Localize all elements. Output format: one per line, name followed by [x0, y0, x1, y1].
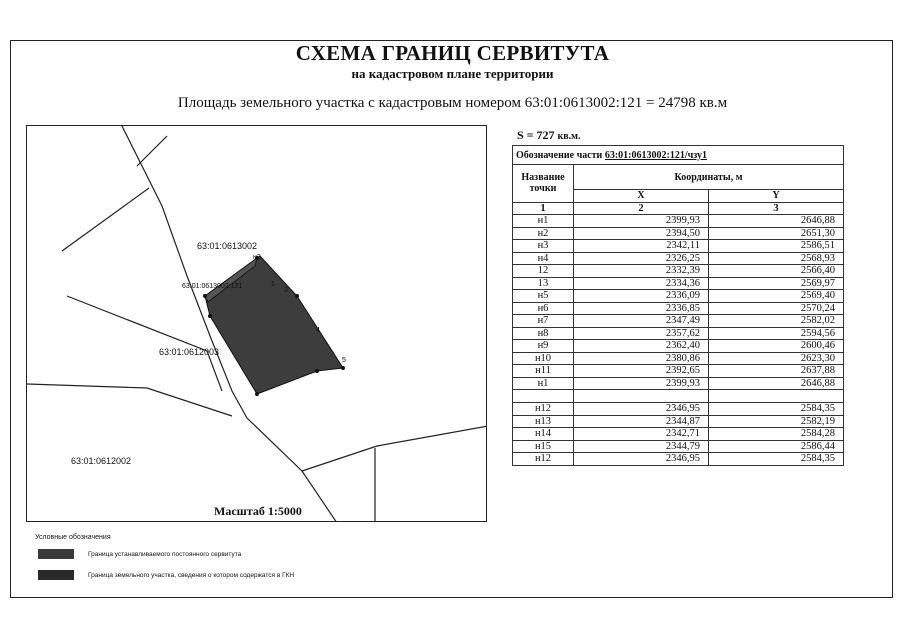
col-x-header: X [574, 190, 709, 203]
point-name-cell: н12 [513, 453, 574, 466]
table-row [513, 428, 844, 441]
part-row [513, 146, 844, 165]
coord-y-cell: 2584,28 [708, 428, 843, 441]
coord-x-cell: 2347,49 [574, 315, 709, 328]
coord-x-cell: 2336,85 [574, 302, 709, 315]
table-row [513, 265, 844, 278]
coord-y-cell: 2582,19 [708, 415, 843, 428]
legend-swatch-parcel [38, 570, 74, 580]
coord-x-cell: 2344,87 [574, 415, 709, 428]
table-row [513, 352, 844, 365]
table-row [513, 252, 844, 265]
coord-x-cell: 2346,95 [574, 403, 709, 416]
coord-y-cell: 2586,51 [708, 240, 843, 253]
coord-y-cell: 2646,88 [708, 215, 843, 228]
coord-x-cell: 2342,11 [574, 240, 709, 253]
coord-y-cell: 2637,88 [708, 365, 843, 378]
coord-x-cell: 2394,50 [574, 227, 709, 240]
col-coords-header: Координаты, м [574, 165, 844, 190]
table-body-main [513, 215, 844, 390]
coord-y-cell: 2651,30 [708, 227, 843, 240]
table-row [513, 227, 844, 240]
coord-y-cell: 2594,56 [708, 327, 843, 340]
legend-text-parcel: Граница земельного участка, сведения о котором содержатся в ГКН [88, 572, 295, 579]
table-row [513, 290, 844, 303]
coord-y-cell: 2646,88 [708, 377, 843, 390]
legend-title: Условные обозначения [35, 534, 111, 541]
point-name-cell: н10 [513, 352, 574, 365]
table-row [513, 240, 844, 253]
coord-x-cell: 2392,65 [574, 365, 709, 378]
point-name-cell: н15 [513, 440, 574, 453]
boundary-line-right [302, 426, 487, 471]
map-scale: Масштаб 1:5000 [214, 504, 302, 518]
coord-x-cell: 2342,71 [574, 428, 709, 441]
point-name-cell: н5 [513, 290, 574, 303]
coord-x-cell: 2344,79 [574, 440, 709, 453]
point-name-cell: 12 [513, 265, 574, 278]
point-name-cell: н8 [513, 327, 574, 340]
table-row [513, 403, 844, 416]
cadastral-map [26, 125, 487, 522]
parcel-area-line: Площадь земельного участка с кадастровым номером 63:01:0613002:121 = 24798 кв.м [177, 95, 728, 111]
coord-y-cell: 2584,35 [708, 403, 843, 416]
block-label-mid: 63:01:0612003 [159, 347, 220, 357]
coord-x-cell: 2399,93 [574, 377, 709, 390]
point-name-cell: 13 [513, 277, 574, 290]
coord-y-cell: 2584,35 [708, 453, 843, 466]
coord-x-cell: 2357,62 [574, 327, 709, 340]
coordinates-table [512, 145, 844, 466]
coord-y-cell: 2600,46 [708, 340, 843, 353]
part-number: 63:01:0613002:121/чзу1 [604, 149, 708, 161]
map-drawing [27, 126, 487, 522]
table-row [513, 315, 844, 328]
point-label-4: 4 [316, 327, 320, 334]
coord-y-cell: 2566,40 [708, 265, 843, 278]
point-name-cell: н1 [513, 215, 574, 228]
point-name-cell: н2 [513, 227, 574, 240]
point-name-cell: н12 [513, 403, 574, 416]
block-label-top: 63:01:0613002 [197, 241, 258, 251]
parcel-label: 63:01:0613002:121 [182, 283, 243, 290]
point-name-cell: н9 [513, 340, 574, 353]
block-label-bottom: 63:01:0612002 [71, 456, 132, 466]
coord-x-cell: 2332,39 [574, 265, 709, 278]
coord-y-cell: 2570,24 [708, 302, 843, 315]
col-y-header: Y [708, 190, 843, 203]
table-row [513, 302, 844, 315]
coord-y-cell: 2568,93 [708, 252, 843, 265]
point-name-cell: н1 [513, 377, 574, 390]
coord-x-cell: 2336,09 [574, 290, 709, 303]
legend-text-servitude: Граница устанавливаемого постоянного сервитута [88, 551, 242, 558]
point-name-cell: н13 [513, 415, 574, 428]
part-label: Обозначение части [516, 149, 603, 161]
col-num-2: 2 [574, 202, 709, 215]
coord-y-cell: 2623,30 [708, 352, 843, 365]
boundary-line-top [137, 136, 167, 166]
point-label-3: 3 [284, 287, 288, 294]
boundary-line-left2 [67, 296, 222, 391]
point-label-1: 1 [271, 281, 275, 288]
col-name-header: Название точки [513, 165, 574, 203]
point-name-cell: н7 [513, 315, 574, 328]
table-row [513, 415, 844, 428]
parcel-polygon [205, 256, 343, 394]
table-row [513, 440, 844, 453]
table-row-blank [513, 390, 844, 403]
point-name-cell: н11 [513, 365, 574, 378]
coord-x-cell: 2399,93 [574, 215, 709, 228]
coord-x-cell: 2380,86 [574, 352, 709, 365]
page-subtitle: на кадастровом плане территории [351, 66, 554, 81]
coord-y-cell: 2582,02 [708, 315, 843, 328]
coord-x-cell: 2334,36 [574, 277, 709, 290]
col-num-1: 1 [513, 202, 574, 215]
page-title: СХЕМА ГРАНИЦ СЕРВИТУТА [295, 41, 610, 65]
point-label-n2: н2 [253, 254, 261, 261]
table-body-inner [513, 403, 844, 466]
table-row [513, 340, 844, 353]
header-row [513, 165, 844, 190]
point-label-5: 5 [342, 357, 346, 364]
table-row [513, 453, 844, 466]
col-num-3: 3 [708, 202, 843, 215]
table-row [513, 277, 844, 290]
legend-swatch-servitude [38, 549, 74, 559]
coord-x-cell: 2346,95 [574, 453, 709, 466]
servitude-area-value: S = 727 [517, 128, 555, 142]
servitude-area-unit: кв.м. [557, 131, 581, 142]
point-name-cell: н6 [513, 302, 574, 315]
coord-y-cell: 2569,97 [708, 277, 843, 290]
point-name-cell: н4 [513, 252, 574, 265]
boundary-line-left [62, 188, 149, 251]
boundary-line-lower [27, 384, 232, 416]
servitude-area [517, 128, 581, 143]
coord-y-cell: 2569,40 [708, 290, 843, 303]
table-row [513, 215, 844, 228]
point-name-cell: н3 [513, 240, 574, 253]
table-row [513, 377, 844, 390]
coord-y-cell: 2586,44 [708, 440, 843, 453]
table-row [513, 327, 844, 340]
coord-x-cell: 2362,40 [574, 340, 709, 353]
column-number-row [513, 202, 844, 215]
table-row [513, 365, 844, 378]
point-name-cell: н14 [513, 428, 574, 441]
coord-x-cell: 2326,25 [574, 252, 709, 265]
part-cell [513, 146, 844, 165]
